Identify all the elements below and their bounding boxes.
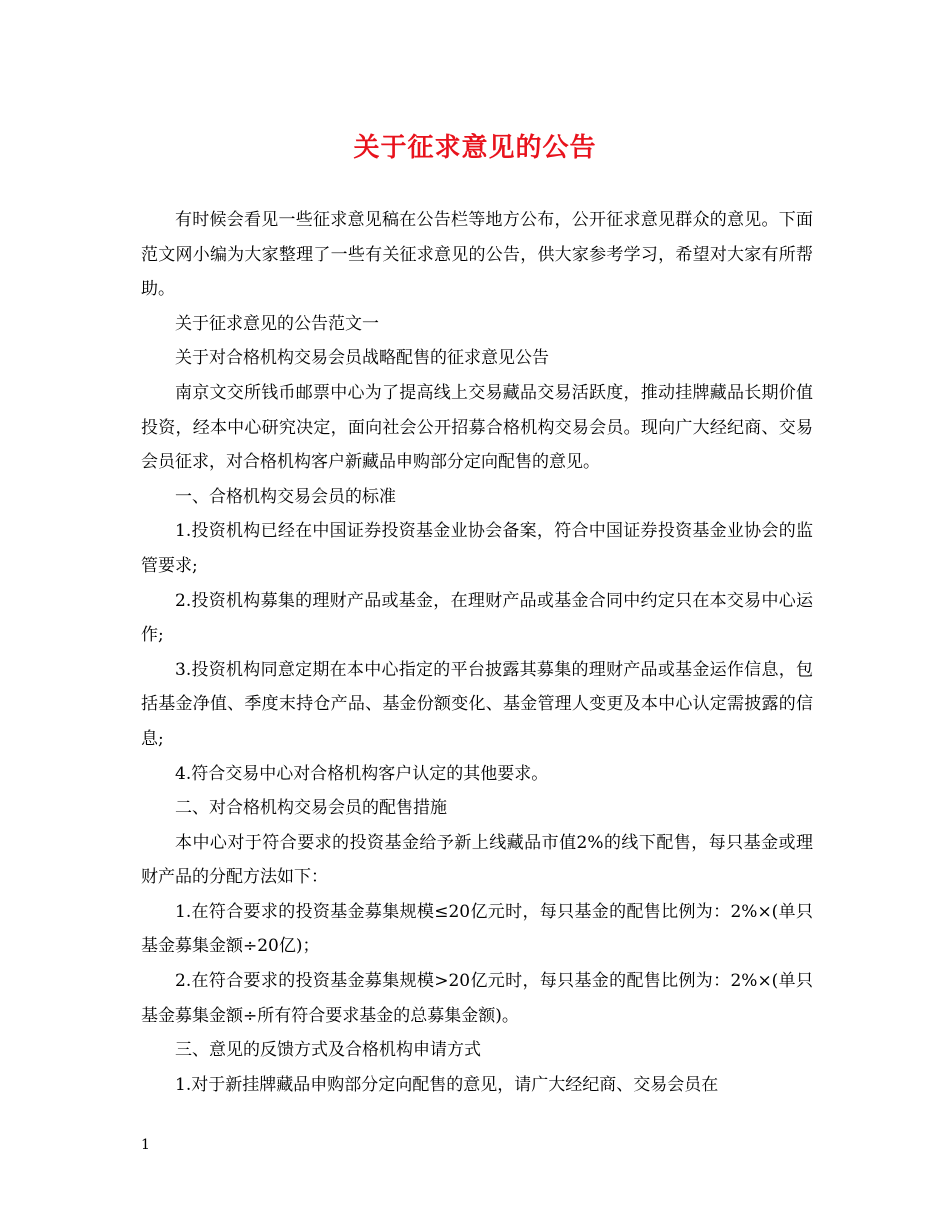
feedback-item-1: 1.对于新挂牌藏品申购部分定向配售的意见，请广大经纪商、交易会员在 bbox=[175, 1074, 719, 1095]
section-heading-standards: 一、合格机构交易会员的标准 bbox=[175, 486, 396, 507]
standard-item-2: 2.投资机构募集的理财产品或基金，在理财产品或基金合同中约定只在本交易中心运作; bbox=[141, 590, 813, 646]
allocation-item-1: 1.在符合要求的投资基金募集规模≤20亿元时，每只基金的配售比例为：2%×(单只基金募集金额÷20亿)； bbox=[141, 901, 813, 957]
section-heading-feedback: 三、意见的反馈方式及合格机构申请方式 bbox=[175, 1040, 481, 1061]
allocation-item-2: 2.在符合要求的投资基金募集规模>20亿元时，每只基金的配售比例为：2%×(单只基金募集金额÷所有符合要求基金的总募集金额)。 bbox=[141, 971, 813, 1026]
standard-item-3: 3.投资机构同意定期在本中心指定的平台披露其募集的理财产品或基金运作信息，包括基金净值、季度末持仓产品、基金份额变化、基金管理人变更及本中心认定需披露的信息; bbox=[141, 659, 813, 749]
paragraph-intro: 有时候会看见一些征求意见稿在公告栏等地方公布，公开征求意见群众的意见。下面范文网小编为大家整理了一些有关征求意见的公告，供大家参考学习，希望对大家有所帮助。 bbox=[141, 210, 813, 300]
page-number: 1 bbox=[141, 1137, 150, 1153]
paragraph-background: 南京文交所钱币邮票中心为了提高线上交易藏品交易活跃度，推动挂牌藏品长期价值投资，经本中心研究决定，面向社会公开招募合格机构交易会员。现向广大经纪商、交易会员征求，对合格机构客户新藏品申购部分定向配售的意见。 bbox=[141, 382, 813, 473]
standard-item-1: 1.投资机构已经在中国证券投资基金业协会备案，符合中国证券投资基金业协会的监管要求; bbox=[141, 521, 813, 576]
document-body bbox=[141, 203, 813, 1102]
standard-item-4: 4.符合交易中心对合格机构客户认定的其他要求。 bbox=[175, 763, 549, 784]
section-heading-allocation: 二、对合格机构交易会员的配售措施 bbox=[175, 798, 447, 819]
paragraph-sample-heading: 关于征求意见的公告范文一 bbox=[175, 313, 379, 334]
paragraph-allocation: 本中心对于符合要求的投资基金给予新上线藏品市值2%的线下配售，每只基金或理财产品的分配方法如下： bbox=[141, 832, 813, 888]
paragraph-notice-title: 关于对合格机构交易会员战略配售的征求意见公告 bbox=[175, 348, 549, 369]
document-title: 关于征求意见的公告 bbox=[353, 133, 597, 163]
